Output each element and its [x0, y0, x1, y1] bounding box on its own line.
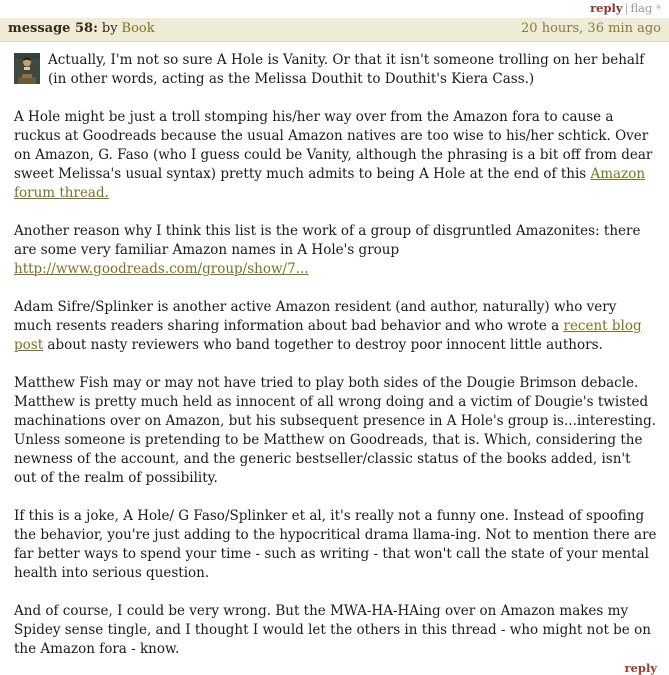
inline-link[interactable]: Amazon forum thread. — [14, 166, 646, 201]
message-header-left — [8, 21, 155, 37]
reply-link-bottom[interactable]: reply — [624, 661, 657, 675]
message-paragraph — [14, 298, 657, 355]
paragraph-text: A Hole might be just a troll stomping his/her way over from the Amazon fora to cause a ruckus at Goodreads because the usual Amazon natives are too wise to his/her schtick. Over on Amazon, G. Faso (who I guess could be Vanity, although the phrasing is a bit off from dear sweet Melissa's usual syntax) pretty much admits to being A Hole at the end of this — [14, 109, 653, 182]
message-paragraph — [14, 374, 657, 488]
paragraph-text: Actually, I'm not so sure A Hole is Vanity. Or that it isn't someone trolling on her behalf (in other words, acting as the Melissa Douthit to Douthit's Kiera Cass.) — [48, 52, 645, 87]
paragraph-text: about nasty reviewers who band together to destroy poor innocent little authors. — [43, 337, 603, 353]
message-paragraph — [14, 507, 657, 583]
flag-asterisk-icon: * — [656, 4, 661, 15]
flag-link[interactable]: flag — [630, 1, 653, 15]
message-paragraph — [14, 51, 657, 89]
message-header-bar — [0, 18, 669, 42]
paragraph-text: And of course, I could be very wrong. But the MWA-HA-HAing over on Amazon makes my Spidey sense tingle, and I thought I would let the others in this thread - who might not be on the Amazon fora - know. — [14, 603, 651, 657]
by-label: by — [101, 21, 118, 36]
inline-link[interactable]: recent blog post — [14, 318, 642, 353]
message-timestamp: 20 hours, 36 min ago — [521, 21, 661, 36]
message-body — [0, 42, 669, 659]
message-paragraph — [14, 222, 657, 279]
message-paragraph — [14, 602, 657, 659]
reply-link-top[interactable]: reply — [590, 1, 623, 15]
actions-separator: | — [624, 1, 629, 15]
message-paragraphs — [14, 51, 657, 659]
paragraph-text: Matthew Fish may or may not have tried to play both sides of the Dougie Brimson debacle. Matthew is pretty much held as innocent of all wrong doing and a victim of Dougie's twisted machinations over on Amazon, but his subsequent presence in A Hole's group is...interesting. Unless someone is pretending to be Matthew on Goodreads, that is. Which, considering the newness of the account, and the generic bestseller/classic status of the books added, isn't out of the realm of possibility. — [14, 375, 657, 486]
paragraph-text: If this is a joke, A Hole/ G Faso/Splinker et al, it's really not a funny one. Instead of spoofing the behavior, you're just adding to the hypocritical drama llama-ing. Not to mention there are far better ways to spend your time - such as writing - that won't call the state of your mental health into serious question. — [14, 508, 657, 581]
top-actions — [0, 0, 669, 18]
inline-link[interactable]: http://www.goodreads.com/group/show/7... — [14, 261, 309, 277]
paragraph-text: Adam Sifre/Splinker is another active Amazon resident (and author, naturally) who very much resents readers sharing information about bad behavior and who wrote a — [14, 299, 617, 334]
message-number-label: message 58: — [8, 21, 98, 36]
footer-actions — [0, 659, 669, 675]
author-avatar[interactable] — [14, 53, 40, 84]
paragraph-text: Another reason why I think this list is the work of a group of disgruntled Amazonites: there are some very familiar Amazon names in A Hole's group — [14, 223, 641, 258]
author-link[interactable]: Book — [121, 21, 155, 36]
message-paragraph — [14, 108, 657, 203]
